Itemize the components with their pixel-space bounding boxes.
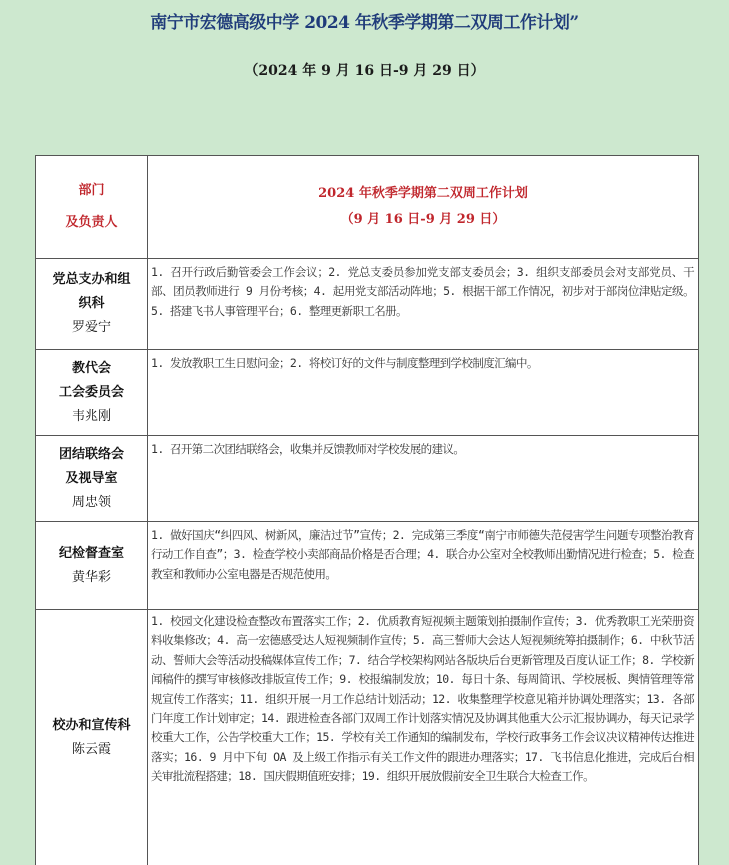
plan-cell: 1. 召开第二次团结联络会，收集并反馈教师对学校发展的建议。: [151, 442, 465, 456]
table-row: [36, 259, 698, 350]
table-row: [36, 522, 698, 610]
dept-cell: [36, 436, 148, 521]
header-dept-label: 部门: [78, 183, 105, 198]
dept-head-name: 黄华彩: [71, 569, 111, 585]
plan-cell: 1. 召开行政后勤管委会工作会议；2. 党总支委员参加党支部支委员会；3. 组织支部委员会对支部党员、干部、团员教师进行 9 月份考核；4. 起用党支部活动阵地；5. 根据干部工作情况，初步对于部岗位津贴定级。5. 搭建飞书人事管理平台；6. 整理更新职工名册。: [151, 265, 694, 318]
header-dept-cell: [36, 156, 148, 258]
document-subtitle: （2024 年 9 月 16 日-9 月 29 日）: [244, 63, 485, 79]
dept-name-line1: 校办和宣传科: [52, 717, 131, 733]
dept-cell: [36, 522, 148, 609]
plan-cell: 1. 发放教职工生日慰问金；2. 将校订好的文件与制度整理到学校制度汇编中。: [151, 356, 538, 370]
dept-head-name: 罗爱宁: [71, 320, 111, 335]
header-plan-cell: [148, 156, 698, 258]
header-plan-dates: （9 月 16 日-9 月 29 日）: [340, 212, 506, 227]
table-row: [36, 350, 698, 436]
plan-cell: 1. 校园文化建设检查整改布置落实工作；2. 优质教育短视频主题策划拍摄制作宣传；3. 优秀教职工光荣册资料收集修改；4. 高一宏德感受达人短视频制作宣传；5. 高三誓师大会达人短视频统筹拍摄制作；6. 中秋节活动、誓师大会等活动投稿媒体宣传工作；7. 结合学校架构网站各版块后台更新管理及百度认证工作；8. 学校新闻稿件的撰写审核修改排版宣传工作；9. 校报编制发放；10. 每日十条、每周简讯、学校展板、舆情管理等常规宣传工作落实；11. 组织开展一月工作总结计划活动；12. 收集整理学校意见箱并协调处理落实；13. 各部门年度工作计划审定；14. 跟进检查各部门双周工作计划落实情况及协调其他重大公示汇报协调办，每天记录学校重大工作，公告学校重大工作；15. 学校有关工作通知的编制发布，学校行政事务工作会议决议精神传达推进落实；16. 9 月中下旬 OA 及上级工作指示有关工作文件的跟进办理落实；17. 飞书信息化推进，完成后台相关审批流程搭建；18. 国庆假期值班安排；19. 组织开展放假前安全卫生联合大检查工作。: [151, 614, 694, 784]
table-row: [36, 610, 698, 865]
dept-cell: [36, 350, 148, 435]
dept-cell: [36, 610, 148, 865]
dept-name-line1: 纪检督查室: [58, 545, 124, 561]
work-plan-table: [35, 155, 699, 865]
dept-name-line1: 党总支办和组: [52, 272, 131, 287]
header-head-label: 及负责人: [65, 215, 118, 230]
table-header-row: [36, 156, 698, 259]
plan-cell: 1. 做好国庆“纠四风、树新风，廉洁过节”宣传；2. 完成第三季度“南宁市师德失范侵害学生问题专项整治教育行动工作自查”；3. 检查学校小卖部商品价格是否合理；4. 联合办公室对全校教师出勤情况进行检查；5. 检查教室和教师办公室电器是否规范使用。: [151, 528, 694, 581]
dept-name-line2: 织科: [78, 296, 105, 311]
dept-name-line2: 及视导室: [65, 470, 118, 486]
dept-name-line2: 工会委员会: [58, 384, 124, 400]
dept-head-name: 周忠领: [71, 494, 111, 510]
header-plan-title: 2024 年秋季学期第二双周工作计划: [318, 186, 528, 201]
table-row: [36, 436, 698, 522]
dept-name-line1: 团结联络会: [58, 446, 124, 462]
dept-head-name: 韦兆刚: [71, 408, 111, 424]
document-title: 南宁市宏德高级中学 2024 年秋季学期第二双周工作计划”: [150, 13, 579, 33]
dept-cell: [36, 259, 148, 349]
dept-head-name: 陈云霞: [71, 741, 111, 757]
dept-name-line1: 教代会: [71, 360, 111, 376]
